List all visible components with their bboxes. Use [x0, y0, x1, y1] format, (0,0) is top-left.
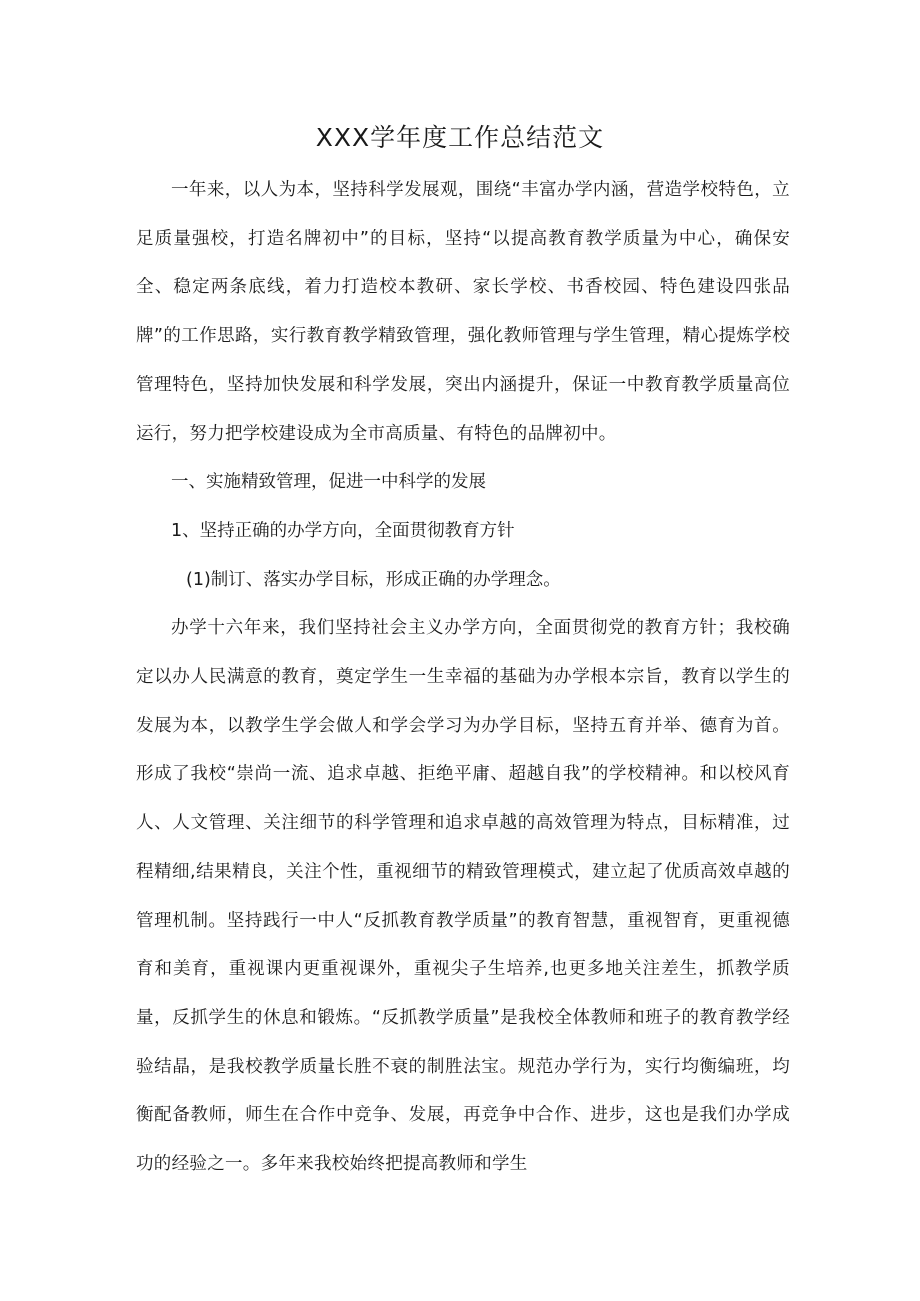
item-heading: (1)制订、落实办学目标，形成正确的办学理念。	[186, 569, 561, 590]
document-body	[136, 166, 790, 1189]
subsection-heading: 1、坚持正确的办学方向，全面贯彻教育方针	[171, 520, 515, 541]
body-paragraph: 办学十六年来，我们坚持社会主义办学方向，全面贯彻党的教育方针；我校确定以办人民满意的教育，奠定学生一生幸福的基础为办学根本宗旨，教育以学生的发展为本，以教学生学会做人和学会学习为办学目标，坚持五育并举、德育为首。形成了我校“崇尚一流、追求卓越、拒绝平庸、超越自我”的学校精神。和以校风育人、人文管理、关注细节的科学管理和追求卓越的高效管理为特点，目标精准，过程精细,结果精良，关注个性，重视细节的精致管理模式，建立起了优质高效卓越的管理机制。坚持践行一中人“反抓教育教学质量”的教育智慧，重视智育，更重视德育和美育，重视课内更重视课外，重视尖子生培养,也更多地关注差生，抓教学质量，反抓学生的休息和锻炼。“反抓教学质量”是我校全体教师和班子的教育教学经验结晶，是我校教学质量长胜不衰的制胜法宝。规范办学行为，实行均衡编班，均衡配备教师，师生在合作中竞争、发展，再竞争中合作、进步，这也是我们办学成功的经验之一。多年来我校始终把提高教师和学生	[136, 618, 790, 1175]
document-title: XXX学年度工作总结范文	[315, 123, 605, 152]
intro-paragraph: 一年来，以人为本，坚持科学发展观，围绕“丰富办学内涵，营造学校特色，立足质量强校，打造名牌初中”的目标，坚持“以提高教育教学质量为中心，确保安全、稳定两条底线，着力打造校本教研、家长学校、书香校园、特色建设四张品牌”的工作思路，实行教育教学精致管理，强化教师管理与学生管理，精心提炼学校管理特色，坚持加快发展和科学发展，突出内涵提升，保证一中教育教学质量高位运行，努力把学校建设成为全市高质量、有特色的品牌初中。	[136, 180, 790, 444]
section-heading: 一、实施精致管理，促进一中科学的发展	[171, 472, 486, 493]
